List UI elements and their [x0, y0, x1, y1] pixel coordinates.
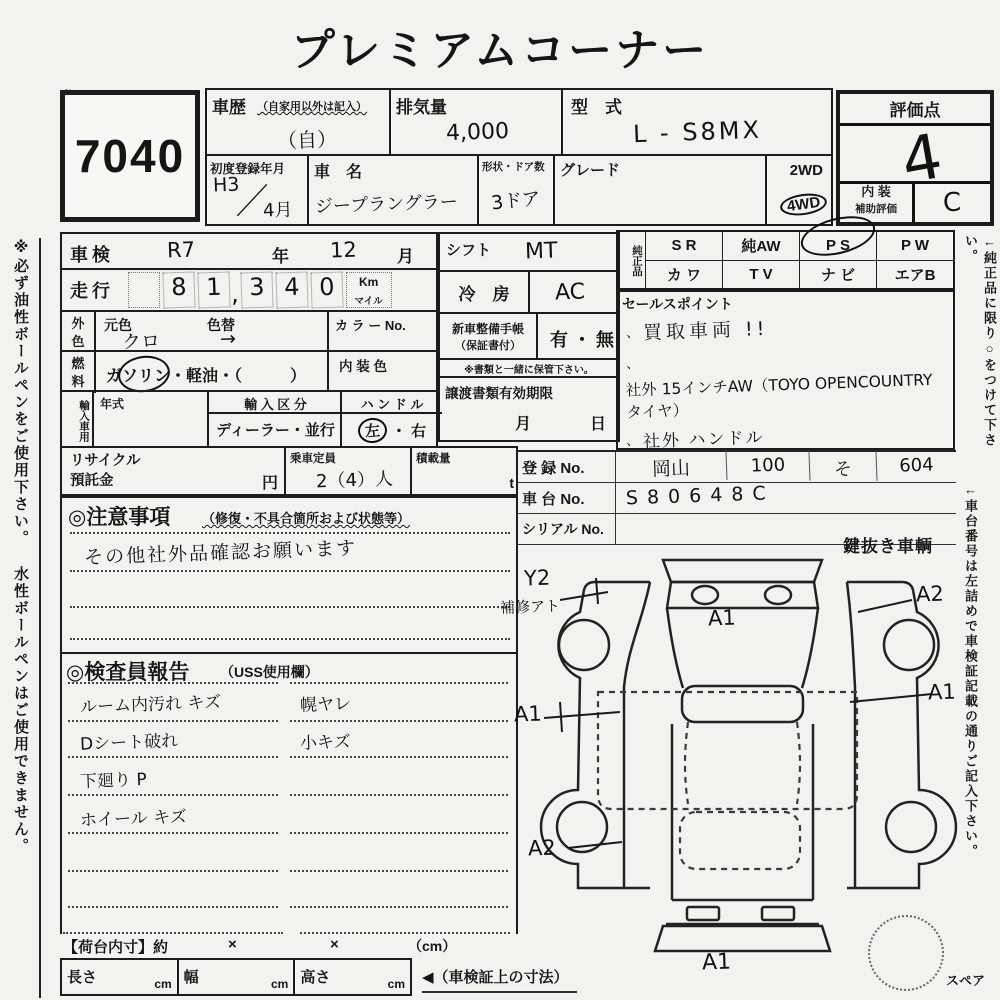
first-registration-cell	[205, 154, 309, 226]
mileage-digit-5: 0	[310, 271, 343, 308]
mileage-unit-mile: マイル	[354, 295, 383, 307]
interior-label-2: 補助評価	[855, 202, 897, 215]
recycle-label-2: 預託金	[70, 472, 114, 489]
import-division-value: ディーラー・並行	[216, 422, 335, 439]
width-unit: cm	[271, 977, 289, 991]
genuine-tv: T V	[723, 260, 799, 289]
mark-repair-trace: 補修アト	[499, 596, 561, 618]
import-row-label: 輸入車用	[62, 392, 94, 448]
chassis-label: 車 台 No.	[516, 483, 616, 513]
mileage-label: 走行	[70, 281, 114, 301]
history-note: （自家用以外は記入）	[257, 101, 367, 113]
shaken-label: 車検	[70, 245, 114, 265]
chassis-row	[516, 483, 956, 514]
genuine-pw: P W	[900, 237, 930, 255]
serial-label: シリアル No.	[516, 514, 616, 544]
fuel-label-2: 料	[71, 374, 85, 390]
orig-color-value: クロ	[121, 330, 161, 354]
report-line-3-left: 下廻り P	[79, 769, 148, 793]
transfer-month: 月	[515, 416, 532, 433]
first-registration-label: 初度登録年月	[210, 162, 286, 176]
first-registration-era: H3	[212, 173, 240, 197]
model-code-label: 型 式	[571, 98, 622, 117]
mark-a1-hood: A1	[707, 605, 737, 631]
shaken-year-suffix: 年	[272, 247, 289, 266]
registration-block	[516, 450, 956, 540]
genuine-navi: ナ ビ	[800, 260, 876, 289]
shift-value: MT	[524, 238, 558, 265]
model-code-value: L - S8MX	[632, 115, 763, 149]
color-label-2: 色	[71, 334, 85, 350]
mark-a1-left: A1	[513, 701, 543, 727]
cautions-title: ◎注意事項	[68, 506, 171, 529]
capacity-label: 乗車定員	[290, 453, 336, 465]
height-label: 高さ	[300, 969, 331, 986]
genuine-airbag: エアB	[877, 260, 953, 289]
first-registration-month: 4月	[262, 199, 293, 222]
mark-a1-rear: A1	[701, 949, 732, 976]
fuel-label-1: 燃	[71, 356, 85, 371]
report-title: ◎検査員報告	[66, 661, 190, 684]
doors-cell	[477, 154, 555, 226]
mileage-digit-empty	[128, 272, 160, 308]
shift-cell	[438, 232, 620, 272]
mileage-digit-3: 3	[240, 271, 273, 308]
inspector-report-box	[60, 654, 518, 934]
doors-label: 形状・ドア数	[482, 161, 545, 173]
shaken-month: 12	[329, 237, 358, 263]
service-book-cell	[438, 312, 620, 360]
report-line-4-left: ホイール キズ	[79, 807, 188, 831]
load-label: 積載量	[416, 453, 451, 465]
mileage-digit-4: 4	[275, 271, 308, 308]
reg-number: 604	[898, 454, 934, 477]
mileage-unit-km: Km	[358, 275, 379, 289]
mileage-row	[60, 268, 438, 312]
color-change-label: 色替	[207, 317, 235, 333]
cargo-unit: （cm）	[408, 938, 457, 954]
genuine-kawa: カ ワ	[646, 260, 722, 289]
left-margin-note: ※必ず油性ボールペンをご使用下さい。 水性ボールペンはご使用できません。	[10, 238, 41, 998]
aircon-value: AC	[554, 279, 586, 306]
report-line-1-right: 幌ヤレ	[299, 694, 352, 716]
rating-score: 4	[895, 119, 948, 198]
displacement-cell	[389, 88, 563, 156]
service-book-label-1: 新車整備手帳	[451, 322, 524, 336]
cargo-label: 【荷台内寸】約	[63, 939, 169, 956]
reg-label: 登 録 No.	[516, 452, 616, 482]
color-change-value: →	[219, 327, 237, 351]
registration-row	[516, 452, 956, 483]
load-unit: t	[509, 475, 514, 491]
sales-bullet-3: 、	[625, 433, 640, 450]
mark-y2: Y2	[523, 565, 551, 591]
fuel-row-label	[62, 352, 96, 393]
reg-area: 岡山	[616, 450, 728, 484]
report-line-2-right: 小キズ	[299, 732, 352, 754]
mark-a2-rear-left: A2	[527, 835, 557, 861]
right-note-chassis: ←車台番号は左詰めで車検証記載の通りご記入下さい。	[963, 482, 978, 859]
import-division-cell	[207, 392, 342, 446]
car-name-cell	[307, 154, 479, 226]
cautions-line-1: その他社外品確認お願います	[83, 537, 358, 569]
color-row	[60, 310, 438, 352]
recycle-label-1: リサイクル	[70, 453, 141, 469]
cargo-dims-line	[60, 936, 520, 956]
sales-line-3: 社外 ハンドル	[643, 427, 766, 453]
recycle-unit: 円	[262, 475, 279, 492]
report-line-1-left: ルーム内汚れ キズ	[79, 692, 222, 718]
handle-left-circled: 左	[357, 417, 388, 444]
reg-class: 100	[727, 451, 811, 484]
drive-4wd-circled: 4WD	[778, 191, 828, 218]
aircon-label: 冷 房	[458, 284, 510, 304]
registration-dims-note: ◀（車検証上の寸法）	[422, 966, 577, 993]
service-book-value: 有 ・ 無	[550, 330, 615, 350]
grade-cell	[553, 154, 767, 226]
transfer-docs-cell	[438, 376, 620, 442]
report-line-2-left: Dシート破れ	[79, 731, 179, 755]
cargo-x1: ×	[228, 936, 237, 953]
cargo-x2: ×	[330, 936, 339, 953]
color-no-label: カ ラ ー No.	[335, 318, 406, 333]
capacity-value: 2（4）人	[315, 468, 394, 493]
width-label: 幅	[183, 969, 199, 986]
transfer-docs-label: 譲渡書類有効期限	[445, 386, 553, 401]
spare-label: スペア	[946, 973, 986, 988]
model-code-cell	[561, 88, 833, 156]
grade-label: グレード	[560, 162, 621, 179]
car-name-value: ジープラングラー	[314, 191, 459, 218]
right-note-genuine: ←純正品に限り○をつけて下さい。	[963, 234, 997, 448]
shift-label: シフト	[446, 242, 492, 259]
length-unit: cm	[154, 977, 172, 991]
handle-cell	[340, 392, 442, 446]
interior-rating-value: C	[942, 187, 963, 219]
color-row-label	[62, 312, 96, 353]
key-removed-note: 鍵抜き車輌	[843, 537, 933, 556]
drive-cell	[765, 154, 833, 226]
genuine-parts-label: 純正品	[618, 232, 646, 288]
cautions-box	[60, 496, 518, 654]
rating-box	[836, 90, 994, 226]
recycle-row	[60, 446, 518, 496]
fuel-value: ガソリン・軽油・（ ）	[106, 368, 307, 385]
handle-dot: ・	[391, 423, 407, 440]
sales-line-2: 社外 15インチAW（TOYO OPENCOUNTRY タイヤ）	[625, 370, 933, 422]
mileage-digit-1: 8	[162, 271, 195, 308]
book-note: ※書類と一緒に保管下さい。	[464, 364, 594, 376]
reg-kana: そ	[809, 451, 877, 483]
orig-color-label: 元色	[104, 317, 132, 333]
mileage-digit-2: 1	[197, 271, 230, 308]
genuine-parts-grid	[616, 230, 955, 290]
aircon-cell	[438, 270, 620, 314]
report-subtitle: （USS使用欄）	[220, 664, 319, 680]
doors-value: 3ドア	[490, 187, 542, 215]
height-unit: cm	[387, 977, 406, 991]
sales-bullet-1: 、	[625, 325, 640, 342]
sales-line-1: 買取車両 !!	[643, 317, 770, 345]
year-model-label: 年式	[100, 397, 125, 411]
sales-points-box	[616, 290, 955, 453]
history-label: 車歴	[212, 98, 246, 117]
length-label: 長さ	[67, 969, 98, 986]
mark-a1-right: A1	[927, 679, 957, 705]
chassis-value: S80648C	[625, 482, 776, 510]
import-row	[60, 390, 438, 448]
history-value: （自）	[276, 126, 338, 154]
shaken-month-suffix: 月	[397, 247, 414, 266]
displacement-label: 排気量	[396, 98, 447, 117]
rating-title: 評価点	[840, 94, 990, 126]
interior-color-cell	[327, 352, 442, 390]
handle-label: ハ ン ド ル	[342, 392, 442, 414]
genuine-aw: 純AW	[741, 238, 781, 256]
sales-points-label: セールスポイント	[622, 296, 733, 312]
transfer-day: 日	[589, 416, 606, 433]
shaken-year: R7	[166, 237, 196, 263]
capacity-cell	[284, 448, 412, 494]
spare-tire-circle	[868, 915, 944, 991]
car-name-label: 車 名	[314, 164, 363, 181]
color-no-cell	[327, 312, 442, 350]
import-division-label: 輸 入 区 分	[209, 392, 342, 414]
first-registration-slash: ／	[234, 181, 270, 223]
fuel-row	[60, 350, 438, 392]
fuel-gasoline-circle	[116, 353, 173, 396]
service-book-label-2: （保証書付）	[455, 340, 521, 352]
sales-bullet-2: 、	[625, 356, 640, 373]
genuine-sr: S R	[671, 237, 697, 255]
displacement-value: 4,000	[445, 118, 510, 147]
mark-a2-front-right: A2	[915, 581, 945, 607]
color-label-1: 外	[71, 316, 85, 331]
interior-color-label: 内 装 色	[339, 359, 388, 374]
mileage-unit	[346, 272, 392, 308]
recycle-label	[70, 452, 140, 491]
interior-label-1: 内 装	[861, 184, 891, 199]
history-cell	[205, 88, 391, 156]
vehicle-diagram	[500, 552, 960, 1000]
drive-2wd: 2WD	[789, 162, 823, 179]
shaken-row	[60, 232, 438, 270]
book-note-band	[438, 358, 620, 378]
dimension-table	[60, 958, 412, 996]
page-title: プレミアムコーナー	[290, 26, 710, 75]
lot-number-box	[60, 90, 200, 222]
load-cell	[410, 448, 522, 494]
cautions-subtitle: （修復・不具合箇所および状態等）	[202, 511, 411, 526]
lot-number: 7040	[74, 130, 186, 182]
handle-right: 右	[410, 423, 426, 440]
genuine-ps: P S	[826, 237, 850, 255]
mileage-comma: ,	[230, 279, 240, 309]
